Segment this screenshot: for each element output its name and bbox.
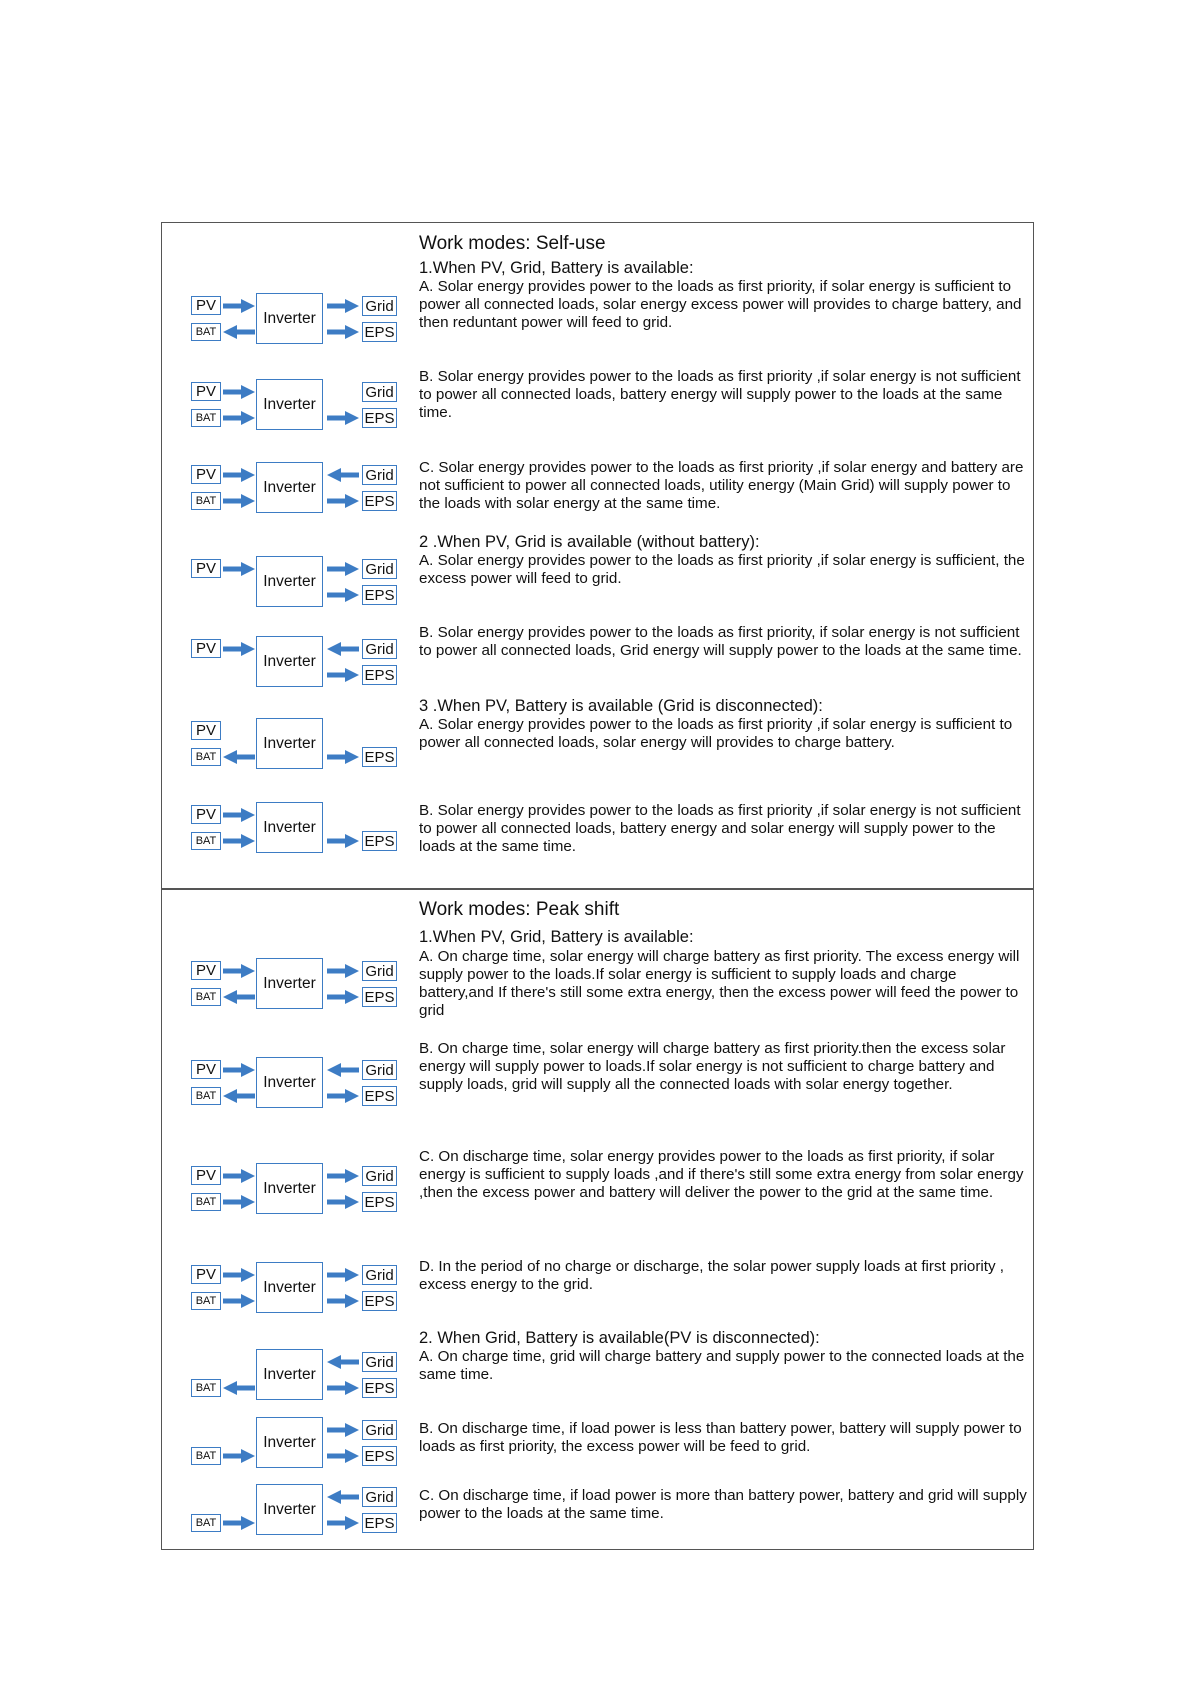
eps-flow-arrow [327,1381,359,1395]
eps-flow-arrow-shape [327,325,359,339]
battery-label: BAT [191,492,221,510]
grid-label: Grid [362,1060,397,1080]
pv-flow-arrow [223,1268,255,1282]
inverter-box: Inverter [256,958,323,1009]
pv-flow-arrow-shape [223,964,255,978]
mode-description: B. On discharge time, if load power is less than battery power, battery will supply power to loads as first priority, the excess power will be feed to grid. [419,1420,1022,1455]
eps-label: EPS [362,665,397,685]
battery-flow-arrow-shape [223,325,255,339]
battery-label: BAT [191,988,221,1006]
energy-flow-diagram [190,1415,396,1487]
battery-flow-arrow-shape [223,990,255,1004]
grid-label: Grid [362,1352,397,1372]
pv-flow-arrow-shape [223,562,255,576]
grid-flow-arrow-shape [327,642,359,656]
grid-label: Grid [362,1166,397,1186]
grid-flow-arrow-shape [327,299,359,313]
battery-label: BAT [191,1193,221,1211]
pv-flow-arrow-shape [223,299,255,313]
inverter-box: Inverter [256,1484,323,1535]
energy-flow-diagram [190,460,396,532]
pv-flow-arrow-shape [223,468,255,482]
battery-flow-arrow-shape [223,750,255,764]
section-heading: 3 .When PV, Battery is available (Grid is disconnected): [419,697,823,715]
energy-flow-diagram [190,1482,396,1554]
inverter-box: Inverter [256,293,323,344]
pv-label: PV [191,639,221,658]
energy-flow-diagram [190,716,396,788]
inverter-box: Inverter [256,718,323,769]
eps-flow-arrow-shape [327,588,359,602]
pv-flow-arrow [223,642,255,656]
inverter-box: Inverter [256,379,323,430]
mode-description: B. On charge time, solar energy will charge battery as first priority.then the excess solar energy will supply power to loads.If solar energy is not sufficient to charge battery and supply loads, grid will supply all the connected loads with solar energy together. [419,1040,1006,1093]
section-heading: 1.When PV, Grid, Battery is available: [419,928,694,946]
mode-description: A. Solar energy provides power to the loads as first priority ,if solar energy is sufficient, the excess power will feed to grid. [419,552,1025,587]
pv-flow-arrow [223,1063,255,1077]
grid-flow-arrow [327,964,359,978]
mode-description: B. Solar energy provides power to the loads as first priority ,if solar energy is not sufficient to power all connected loads, battery energy will supply power to the loads at the same time. [419,368,1021,421]
grid-flow-arrow [327,468,359,482]
mode-description: D. In the period of no charge or discharge, the solar power supply loads at first priority , excess energy to the grid. [419,1258,1005,1293]
eps-flow-arrow [327,588,359,602]
grid-flow-arrow-shape [327,468,359,482]
eps-flow-arrow-shape [327,1516,359,1530]
eps-flow-arrow [327,1449,359,1463]
battery-flow-arrow [223,1195,255,1209]
pv-label: PV [191,296,221,315]
grid-label: Grid [362,1420,397,1440]
battery-flow-arrow [223,1381,255,1395]
section-heading: 2. When Grid, Battery is available(PV is disconnected): [419,1329,820,1347]
pv-flow-arrow [223,385,255,399]
eps-flow-arrow [327,990,359,1004]
pv-label: PV [191,805,221,824]
energy-flow-diagram [190,1347,396,1419]
mode-description: A. Solar energy provides power to the loads as first priority, if solar energy is sufficient to power all connected loads, solar energy excess power will provides to charge battery, and then reduntant power will feed to grid. [419,278,1022,331]
grid-flow-arrow-shape [327,964,359,978]
energy-flow-diagram [190,1260,396,1332]
battery-flow-arrow-shape [223,494,255,508]
grid-flow-arrow-shape [327,1423,359,1437]
pv-label: PV [191,961,221,980]
eps-flow-arrow-shape [327,1381,359,1395]
battery-flow-arrow-shape [223,1294,255,1308]
battery-label: BAT [191,832,221,850]
mode-description: A. Solar energy provides power to the loads as first priority ,if solar energy is sufficient to power all connected loads, solar energy will provides to charge battery. [419,716,1013,751]
eps-label: EPS [362,408,397,428]
grid-label: Grid [362,1487,397,1507]
pv-flow-arrow-shape [223,1063,255,1077]
grid-label: Grid [362,465,397,485]
grid-flow-arrow-shape [327,1355,359,1369]
battery-flow-arrow-shape [223,834,255,848]
grid-flow-arrow [327,1490,359,1504]
energy-flow-diagram [190,377,396,449]
energy-flow-diagram [190,291,396,363]
battery-label: BAT [191,748,221,766]
battery-flow-arrow-shape [223,1195,255,1209]
grid-flow-arrow-shape [327,1268,359,1282]
inverter-box: Inverter [256,556,323,607]
energy-flow-diagram [190,554,396,626]
mode-description: B. Solar energy provides power to the loads as first priority, if solar energy is not sufficient to power all connected loads, Grid energy will supply power to the loads at the same time. [419,624,1022,659]
panel-title: Work modes: Peak shift [419,899,620,920]
battery-flow-arrow [223,1294,255,1308]
mode-description: C. On discharge time, solar energy provides power to the loads as first priority, if solar energy is sufficient to supply loads ,and if there's still some extra energy from solar energy ,then the excess power and battery will deliver the power to the grid at the same time. [419,1148,1024,1201]
pv-flow-arrow-shape [223,385,255,399]
inverter-box: Inverter [256,636,323,687]
grid-flow-arrow [327,1268,359,1282]
eps-flow-arrow-shape [327,668,359,682]
eps-flow-arrow-shape [327,411,359,425]
peak-shift-panel [161,889,1034,1550]
grid-flow-arrow-shape [327,1169,359,1183]
inverter-box: Inverter [256,1057,323,1108]
pv-flow-arrow [223,964,255,978]
pv-label: PV [191,465,221,484]
eps-label: EPS [362,491,397,511]
grid-label: Grid [362,1265,397,1285]
pv-label: PV [191,1166,221,1185]
eps-label: EPS [362,1446,397,1466]
battery-flow-arrow-shape [223,1089,255,1103]
pv-flow-arrow [223,299,255,313]
eps-label: EPS [362,987,397,1007]
eps-label: EPS [362,322,397,342]
eps-label: EPS [362,1291,397,1311]
panel-title: Work modes: Self-use [419,233,606,254]
grid-flow-arrow [327,1063,359,1077]
battery-flow-arrow [223,1449,255,1463]
pv-label: PV [191,1060,221,1079]
inverter-box: Inverter [256,1417,323,1468]
battery-label: BAT [191,1087,221,1105]
grid-label: Grid [362,639,397,659]
grid-flow-arrow [327,1355,359,1369]
battery-flow-arrow [223,1089,255,1103]
battery-flow-arrow-shape [223,1381,255,1395]
eps-flow-arrow-shape [327,990,359,1004]
inverter-box: Inverter [256,462,323,513]
mode-description: C. On discharge time, if load power is more than battery power, battery and grid will supply power to the loads at the same time. [419,1487,1027,1522]
pv-flow-arrow [223,808,255,822]
energy-flow-diagram [190,956,396,1028]
grid-flow-arrow-shape [327,1490,359,1504]
battery-flow-arrow [223,494,255,508]
battery-flow-arrow [223,411,255,425]
battery-label: BAT [191,1514,221,1532]
battery-label: BAT [191,1447,221,1465]
battery-flow-arrow [223,990,255,1004]
eps-label: EPS [362,747,397,767]
energy-flow-diagram [190,1055,396,1127]
eps-flow-arrow [327,668,359,682]
eps-label: EPS [362,1513,397,1533]
eps-label: EPS [362,585,397,605]
self-use-panel [161,222,1034,889]
eps-flow-arrow [327,1195,359,1209]
battery-flow-arrow [223,834,255,848]
battery-flow-arrow-shape [223,1516,255,1530]
eps-label: EPS [362,1378,397,1398]
eps-flow-arrow-shape [327,494,359,508]
inverter-box: Inverter [256,1163,323,1214]
eps-flow-arrow [327,325,359,339]
pv-label: PV [191,382,221,401]
section-heading: 2 .When PV, Grid is available (without battery): [419,533,760,551]
eps-flow-arrow [327,834,359,848]
eps-flow-arrow [327,411,359,425]
mode-description: B. Solar energy provides power to the loads as first priority ,if solar energy is not sufficient to power all connected loads, battery energy and solar energy will supply power to the loads at the same time. [419,802,1021,855]
eps-flow-arrow [327,1294,359,1308]
eps-flow-arrow [327,1516,359,1530]
eps-flow-arrow-shape [327,1449,359,1463]
pv-flow-arrow [223,562,255,576]
grid-label: Grid [362,961,397,981]
eps-label: EPS [362,831,397,851]
eps-flow-arrow [327,1089,359,1103]
inverter-box: Inverter [256,1349,323,1400]
section-heading: 1.When PV, Grid, Battery is available: [419,259,694,277]
battery-flow-arrow [223,1516,255,1530]
eps-flow-arrow [327,494,359,508]
eps-flow-arrow-shape [327,1195,359,1209]
battery-label: BAT [191,323,221,341]
mode-description: C. Solar energy provides power to the loads as first priority ,if solar energy and battery are not sufficient to power all connected loads, utility energy (Main Grid) will supply power to the loads with solar energy at the same time. [419,459,1024,512]
pv-flow-arrow-shape [223,1169,255,1183]
grid-flow-arrow [327,1169,359,1183]
battery-label: BAT [191,1379,221,1397]
pv-label: PV [191,1265,221,1284]
grid-flow-arrow-shape [327,1063,359,1077]
eps-flow-arrow-shape [327,1294,359,1308]
battery-flow-arrow [223,325,255,339]
eps-label: EPS [362,1086,397,1106]
pv-flow-arrow [223,1169,255,1183]
energy-flow-diagram [190,634,396,706]
grid-flow-arrow [327,299,359,313]
grid-flow-arrow-shape [327,562,359,576]
grid-flow-arrow [327,642,359,656]
grid-label: Grid [362,382,397,402]
pv-label: PV [191,721,221,740]
eps-flow-arrow-shape [327,750,359,764]
pv-flow-arrow-shape [223,1268,255,1282]
energy-flow-diagram [190,800,396,872]
mode-description: A. On charge time, grid will charge battery and supply power to the connected loads at the same time. [419,1348,1025,1383]
pv-flow-arrow-shape [223,642,255,656]
pv-flow-arrow-shape [223,808,255,822]
grid-label: Grid [362,559,397,579]
eps-flow-arrow [327,750,359,764]
mode-description: A. On charge time, solar energy will charge battery as first priority. The excess energy will supply power to the loads.If solar energy is sufficient to supply loads and charge battery,and If there's still some extra energy, then the excess power will feed the power to grid [419,948,1020,1019]
pv-flow-arrow [223,468,255,482]
eps-flow-arrow-shape [327,834,359,848]
battery-flow-arrow-shape [223,411,255,425]
eps-label: EPS [362,1192,397,1212]
inverter-box: Inverter [256,802,323,853]
battery-flow-arrow-shape [223,1449,255,1463]
battery-label: BAT [191,1292,221,1310]
grid-flow-arrow [327,1423,359,1437]
battery-flow-arrow [223,750,255,764]
battery-label: BAT [191,409,221,427]
inverter-box: Inverter [256,1262,323,1313]
eps-flow-arrow-shape [327,1089,359,1103]
pv-label: PV [191,559,221,578]
energy-flow-diagram [190,1161,396,1233]
grid-flow-arrow [327,562,359,576]
grid-label: Grid [362,296,397,316]
